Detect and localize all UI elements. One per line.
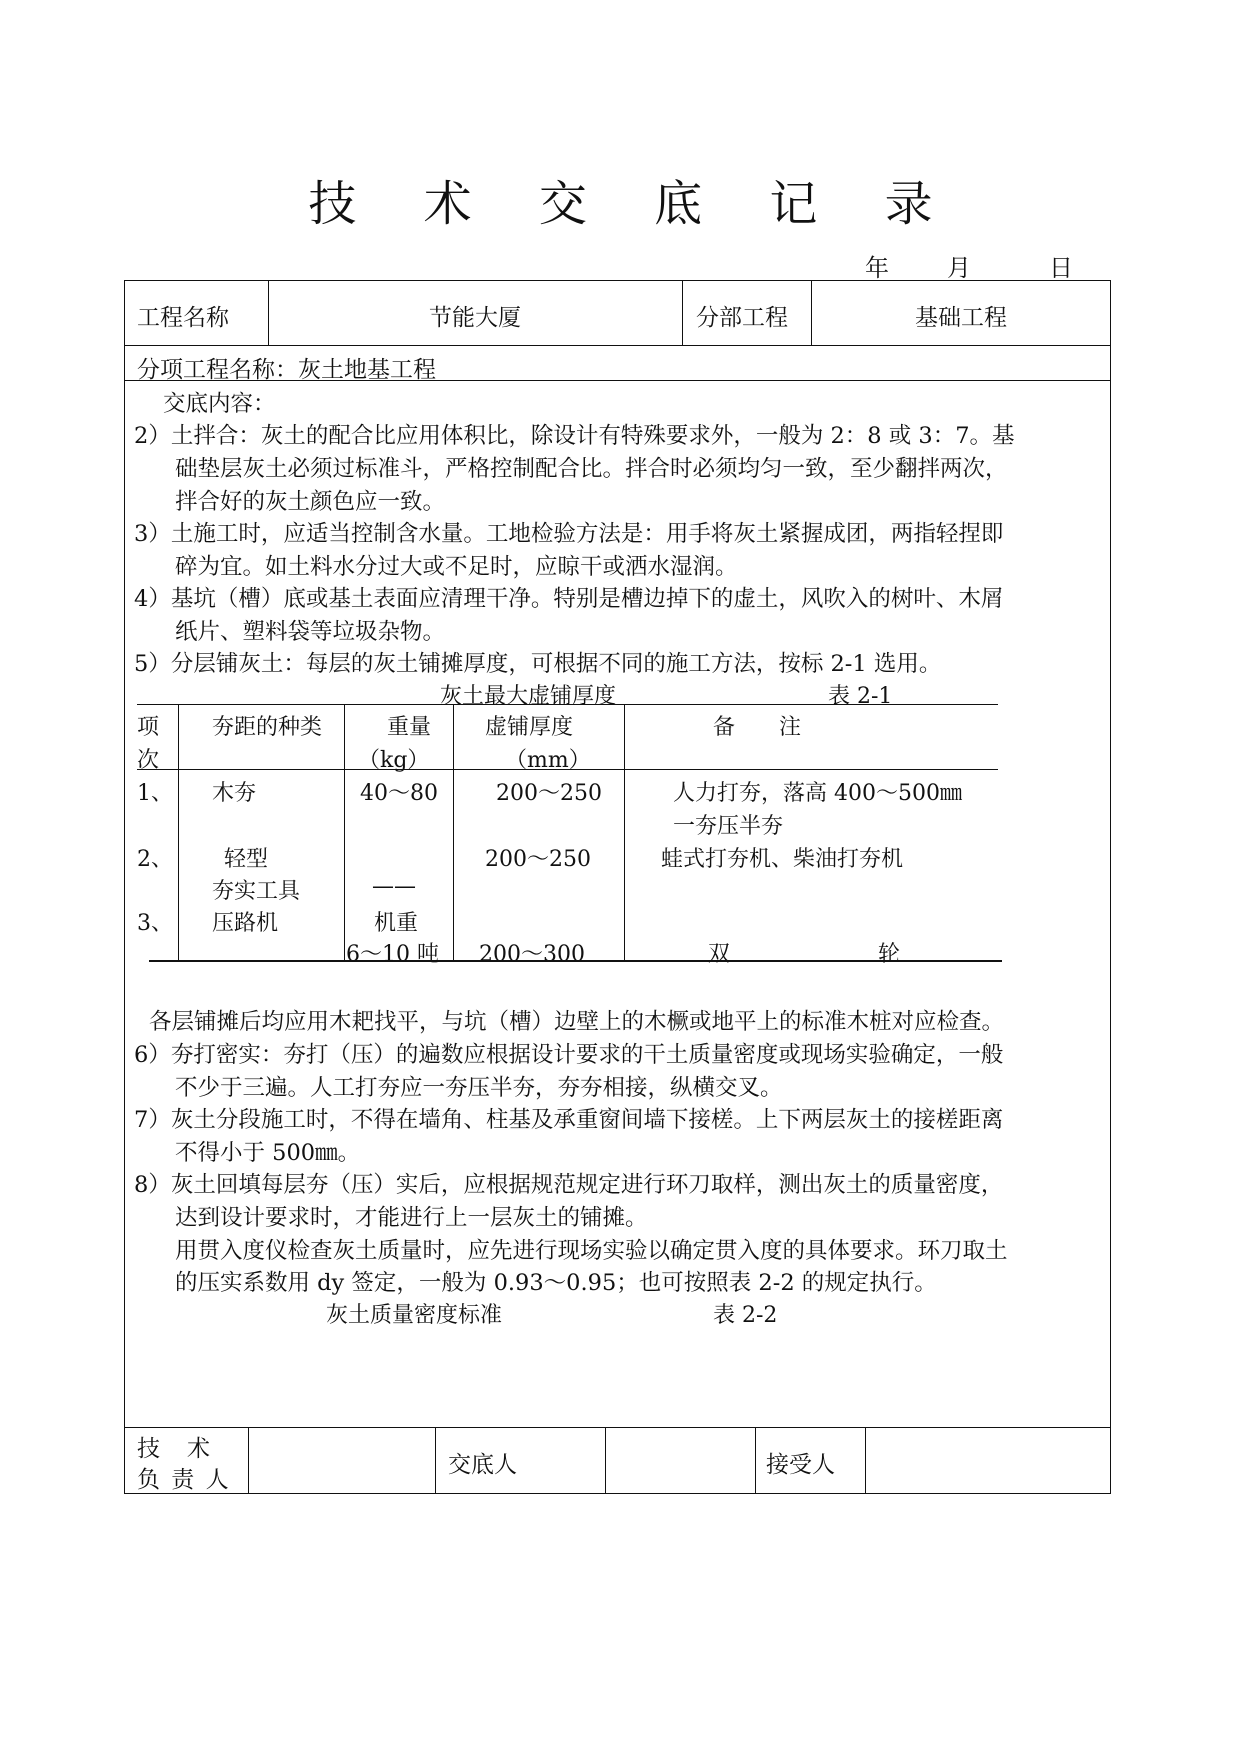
content-heading: 交底内容：	[163, 391, 276, 417]
tech-lead-label: 负 责 人	[137, 1467, 231, 1493]
table1-row3-note: 双	[708, 942, 731, 967]
table1-row2-note: 蛙式打夯机、柴油打夯机	[661, 847, 904, 872]
content-line: 用贯入度仪检查灰土质量时，应先进行现场实验以确定贯入度的具体要求。环刀取土	[175, 1238, 1008, 1264]
table1-header-type: 夯距的种类	[212, 715, 323, 740]
subitem-name: 分项工程名称：灰土地基工程	[137, 357, 436, 383]
table1-row1-thickness: 200～250	[496, 781, 602, 806]
date-year-label: 年	[865, 254, 889, 282]
project-name-value: 节能大厦	[429, 305, 521, 331]
content-line: 纸片、塑料袋等垃圾杂物。	[175, 619, 446, 645]
content-line: 2）土拌合：灰土的配合比应用体积比，除设计有特殊要求外，一般为 2：8 或 3：7。基	[134, 423, 1015, 449]
table1-header-index: 次	[137, 748, 160, 773]
table1-col-divider	[344, 704, 345, 960]
divider	[124, 345, 1111, 346]
table2-number: 表 2-2	[713, 1303, 778, 1328]
divider	[682, 280, 683, 345]
table1-row2-index: 2、	[137, 847, 173, 872]
content-line: 不得小于 500㎜。	[175, 1140, 361, 1166]
date-day-label: 日	[1049, 254, 1073, 282]
table1-row1-index: 1、	[137, 781, 173, 806]
table1-header-thickness-unit: （mm）	[505, 748, 591, 773]
table1-top-rule	[137, 704, 998, 705]
table1-header-index: 项	[137, 715, 160, 740]
divider	[755, 1427, 756, 1494]
document-title: 技 术 交 底 记 录	[308, 176, 959, 232]
project-name-label: 工程名称	[137, 305, 229, 331]
table1-row2-type: 夯实工具	[212, 879, 301, 904]
receiver-label: 接受人	[766, 1452, 835, 1478]
tech-lead-label: 技 术	[137, 1436, 212, 1462]
table1-row3-note: 轮	[878, 942, 901, 967]
table1-row3-thickness: 200～300	[479, 942, 585, 967]
table1-row1-type: 木夯	[212, 781, 257, 806]
divider	[865, 1427, 866, 1494]
divider	[248, 1427, 249, 1494]
table1-col-divider	[453, 704, 454, 960]
table1-header-weight: 重量	[387, 715, 432, 740]
divider	[605, 1427, 606, 1494]
content-line: 4）基坑（槽）底或基土表面应清理干净。特别是槽边掉下的虚土，风吹入的树叶、木屑	[134, 586, 1004, 612]
divider	[435, 1427, 436, 1494]
content-line: 5）分层铺灰土：每层的灰土铺摊厚度，可根据不同的施工方法，按标 2-1 选用。	[134, 651, 942, 677]
division-value: 基础工程	[915, 305, 1007, 331]
table1-row2-type: 轻型	[224, 847, 269, 872]
content-line: 达到设计要求时，才能进行上一层灰土的铺摊。	[175, 1205, 648, 1231]
table1-header-note: 备 注	[713, 715, 802, 740]
table1-number: 表 2-1	[828, 684, 893, 709]
table1-header-weight-unit: （kg）	[358, 748, 430, 773]
table1-header-thickness: 虚铺厚度	[485, 715, 574, 740]
table1-caption: 灰土最大虚铺厚度	[440, 684, 617, 709]
table1-row3-index: 3、	[137, 911, 173, 936]
content-line: 8）灰土回填每层夯（压）实后，应根据规范规定进行环刀取样，测出灰土的质量密度，	[134, 1172, 1004, 1198]
table1-row1-note: 人力打夯，落高 400～500㎜	[673, 781, 962, 806]
table1-row2-weight: ——	[372, 874, 416, 899]
table1-row2-thickness: 200～250	[485, 847, 591, 872]
discloser-label: 交底人	[448, 1452, 517, 1478]
table1-row1-weight: 40～80	[360, 781, 438, 806]
content-line: 础垫层灰土必须过标准斗，严格控制配合比。拌合时必须均匀一致，至少翻拌两次，	[175, 456, 1008, 482]
content-line: 6）夯打密实：夯打（压）的遍数应根据设计要求的干土质量密度或现场实验确定，一般	[134, 1042, 1004, 1068]
content-line: 不少于三遍。人工打夯应一夯压半夯，夯夯相接，纵横交叉。	[175, 1075, 783, 1101]
content-line: 3）土施工时，应适当控制含水量。工地检验方法是：用手将灰土紧握成团，两指轻捏即	[134, 521, 1004, 547]
table1-col-divider	[624, 704, 625, 960]
date-month-label: 月	[947, 254, 971, 282]
content-line: 7）灰土分段施工时，不得在墙角、柱基及承重窗间墙下接槎。上下两层灰土的接槎距离	[134, 1107, 1004, 1133]
table1-row1-note: 一夯压半夯	[673, 814, 784, 839]
date-line	[865, 248, 1073, 283]
table1-col-divider	[178, 704, 179, 960]
table1-row3-weight: 机重	[374, 911, 419, 936]
table1-row3-type: 压路机	[212, 911, 279, 936]
content-line: 拌合好的灰土颜色应一致。	[175, 489, 446, 515]
footer-top-rule	[124, 1427, 1111, 1428]
content-line: 各层铺摊后均应用木耙找平，与坑（槽）边壁上的木橛或地平上的标准木桩对应检查。	[149, 1009, 1005, 1035]
table2-caption: 灰土质量密度标准	[326, 1303, 503, 1328]
content-line: 碎为宜。如土料水分过大或不足时，应晾干或洒水湿润。	[175, 554, 738, 580]
content-line: 的压实系数用 dy 签定，一般为 0.93～0.95；也可按照表 2-2 的规定执行。	[175, 1270, 937, 1296]
division-label: 分部工程	[696, 305, 788, 331]
table1-row3-weight: 6～10 吨	[346, 942, 439, 967]
